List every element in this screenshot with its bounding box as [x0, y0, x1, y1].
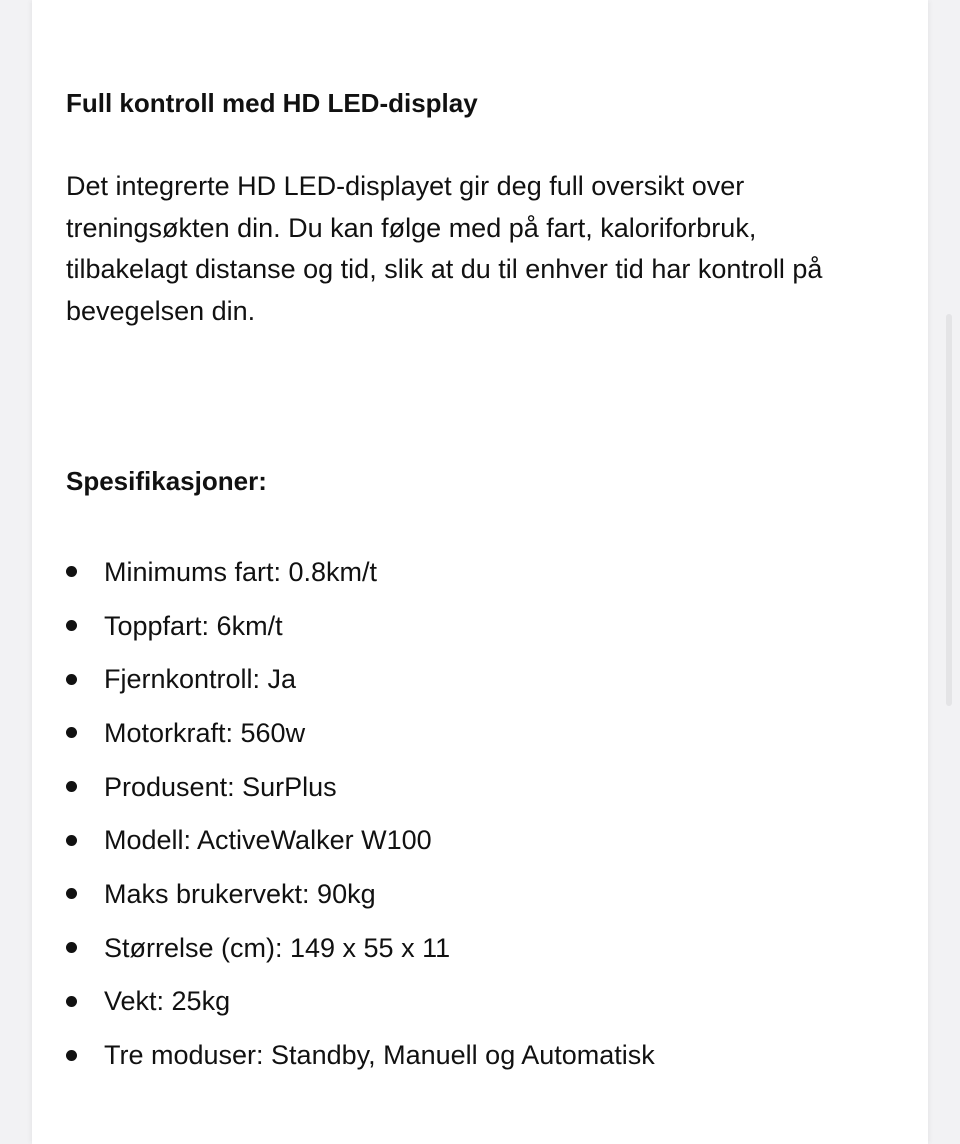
scrollbar[interactable] — [946, 314, 952, 706]
spec-item-text: Størrelse (cm): 149 x 55 x 11 — [104, 932, 451, 963]
bullet-icon — [66, 781, 77, 792]
spec-item-text: Tre moduser: Standby, Manuell og Automatisk — [104, 1040, 655, 1071]
bullet-icon — [66, 566, 77, 577]
spec-item — [66, 867, 376, 921]
spec-list — [66, 545, 655, 1082]
spec-item — [66, 652, 297, 706]
spec-item-text: Minimums fart: 0.8km/t — [104, 556, 378, 587]
spec-item-text: Produsent: SurPlus — [104, 771, 337, 802]
spec-item — [66, 975, 231, 1029]
display-heading: Full kontroll med HD LED-display — [66, 88, 478, 118]
spec-item — [66, 760, 337, 814]
spec-item — [66, 545, 378, 599]
bullet-icon — [66, 996, 77, 1007]
spec-item — [66, 813, 432, 867]
spec-item — [66, 599, 283, 653]
bullet-icon — [66, 620, 77, 631]
bullet-icon — [66, 727, 77, 738]
bullet-icon — [66, 942, 77, 953]
spec-item — [66, 706, 306, 760]
bullet-icon — [66, 888, 77, 899]
bullet-icon — [66, 835, 77, 846]
spec-item-text: Toppfart: 6km/t — [104, 610, 283, 641]
spec-item-text: Maks brukervekt: 90kg — [104, 878, 376, 909]
spec-item-text: Motorkraft: 560w — [104, 717, 306, 748]
bullet-icon — [66, 674, 77, 685]
specs-heading: Spesifikasjoner: — [66, 466, 267, 496]
spec-item-text: Vekt: 25kg — [104, 986, 231, 1017]
display-description: Det integrerte HD LED-displayet gir deg full oversikt over treningsøkten din. Du kan følge med på fart, kaloriforbruk, tilbakelagt distanse og tid, slik at du til enhver tid har kontroll på bevegelsen din. — [66, 171, 823, 326]
bullet-icon — [66, 1050, 77, 1061]
spec-item — [66, 921, 451, 975]
spec-item-text: Modell: ActiveWalker W100 — [104, 825, 432, 856]
spec-item-text: Fjernkontroll: Ja — [104, 664, 297, 695]
spec-item — [66, 1028, 655, 1082]
